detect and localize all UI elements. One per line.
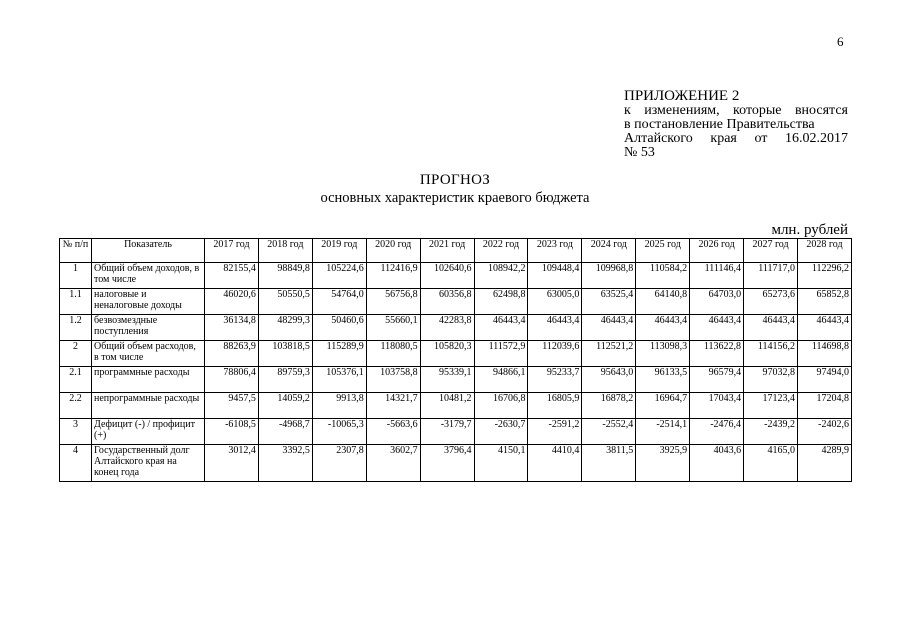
value-cell: 46443,4	[797, 315, 851, 341]
table-row	[60, 263, 852, 289]
value-cell: 97032,8	[744, 367, 798, 393]
value-cell: 16706,8	[474, 393, 528, 419]
row-number: 2.1	[60, 367, 92, 393]
value-cell: 109448,4	[528, 263, 582, 289]
indicator-name: налоговые и неналоговые доходы	[92, 289, 205, 315]
value-cell: -5663,6	[366, 419, 420, 445]
value-cell: 82155,4	[205, 263, 259, 289]
header-row	[60, 239, 852, 263]
header-year: 2023 год	[528, 239, 582, 263]
value-cell: 3796,4	[420, 445, 474, 482]
indicator-name: Дефицит (-) / профицит (+)	[92, 419, 205, 445]
value-cell: 112039,6	[528, 341, 582, 367]
header-year: 2020 год	[366, 239, 420, 263]
value-cell: 102640,6	[420, 263, 474, 289]
appendix-line-1: к изменениям, которые вносятся	[624, 103, 848, 118]
value-cell: 111717,0	[744, 263, 798, 289]
table-row	[60, 341, 852, 367]
value-cell: 4165,0	[744, 445, 798, 482]
value-cell: 111146,4	[690, 263, 744, 289]
value-cell: -2630,7	[474, 419, 528, 445]
value-cell: -2514,1	[636, 419, 690, 445]
value-cell: 108942,2	[474, 263, 528, 289]
value-cell: 64703,0	[690, 289, 744, 315]
value-cell: 63005,0	[528, 289, 582, 315]
table-row	[60, 419, 852, 445]
value-cell: 16964,7	[636, 393, 690, 419]
value-cell: 9457,5	[205, 393, 259, 419]
value-cell: 64140,8	[636, 289, 690, 315]
value-cell: 46443,4	[528, 315, 582, 341]
value-cell: 65852,8	[797, 289, 851, 315]
header-year: 2028 год	[797, 239, 851, 263]
value-cell: 3925,9	[636, 445, 690, 482]
value-cell: 115289,9	[312, 341, 366, 367]
value-cell: 46020,6	[205, 289, 259, 315]
header-year: 2025 год	[636, 239, 690, 263]
value-cell: 95643,0	[582, 367, 636, 393]
value-cell: 4289,9	[797, 445, 851, 482]
value-cell: 56756,8	[366, 289, 420, 315]
value-cell: 112521,2	[582, 341, 636, 367]
value-cell: 3811,5	[582, 445, 636, 482]
value-cell: 46443,4	[636, 315, 690, 341]
row-number: 4	[60, 445, 92, 482]
value-cell: 109968,8	[582, 263, 636, 289]
indicator-name: программные расходы	[92, 367, 205, 393]
value-cell: 3392,5	[258, 445, 312, 482]
value-cell: -2552,4	[582, 419, 636, 445]
value-cell: 17123,4	[744, 393, 798, 419]
value-cell: 105820,3	[420, 341, 474, 367]
header-indicator: Показатель	[92, 239, 205, 263]
value-cell: 55660,1	[366, 315, 420, 341]
value-cell: 118080,5	[366, 341, 420, 367]
header-year: 2021 год	[420, 239, 474, 263]
value-cell: 96579,4	[690, 367, 744, 393]
document-title: ПРОГНОЗ	[419, 172, 491, 188]
value-cell: 50550,5	[258, 289, 312, 315]
value-cell: 16878,2	[582, 393, 636, 419]
value-cell: 14059,2	[258, 393, 312, 419]
value-cell: 105376,1	[312, 367, 366, 393]
value-cell: 110584,2	[636, 263, 690, 289]
value-cell: 48299,3	[258, 315, 312, 341]
header-year: 2018 год	[258, 239, 312, 263]
value-cell: -2402,6	[797, 419, 851, 445]
appendix-line-2: в постановление Правительства	[624, 117, 815, 132]
value-cell: 3012,4	[205, 445, 259, 482]
value-cell: 36134,8	[205, 315, 259, 341]
table-row	[60, 367, 852, 393]
row-number: 1.1	[60, 289, 92, 315]
value-cell: 10481,2	[420, 393, 474, 419]
indicator-name: Общий объем доходов, в том числе	[92, 263, 205, 289]
value-cell: 98849,8	[258, 263, 312, 289]
value-cell: -2591,2	[528, 419, 582, 445]
value-cell: 50460,6	[312, 315, 366, 341]
value-cell: 65273,6	[744, 289, 798, 315]
document-subtitle: основных характеристик краевого бюджета	[320, 190, 590, 206]
table-row	[60, 445, 852, 482]
forecast-table	[59, 238, 852, 482]
appendix-title: ПРИЛОЖЕНИЕ 2	[624, 88, 740, 104]
value-cell: 111572,9	[474, 341, 528, 367]
indicator-name: Общий объем расходов, в том числе	[92, 341, 205, 367]
value-cell: 60356,8	[420, 289, 474, 315]
value-cell: 17043,4	[690, 393, 744, 419]
value-cell: 46443,4	[582, 315, 636, 341]
value-cell: 94866,1	[474, 367, 528, 393]
value-cell: -2439,2	[744, 419, 798, 445]
value-cell: 4043,6	[690, 445, 744, 482]
table-row	[60, 315, 852, 341]
table-row	[60, 393, 852, 419]
table-row	[60, 289, 852, 315]
value-cell: 16805,9	[528, 393, 582, 419]
appendix-block	[624, 89, 848, 160]
indicator-name: непрограммные расходы	[92, 393, 205, 419]
value-cell: 46443,4	[474, 315, 528, 341]
indicator-name: безвозмездные поступления	[92, 315, 205, 341]
row-number: 1.2	[60, 315, 92, 341]
value-cell: 9913,8	[312, 393, 366, 419]
value-cell: 3602,7	[366, 445, 420, 482]
row-number: 3	[60, 419, 92, 445]
value-cell: 78806,4	[205, 367, 259, 393]
row-number: 1	[60, 263, 92, 289]
value-cell: 112416,9	[366, 263, 420, 289]
value-cell: 46443,4	[690, 315, 744, 341]
header-year: 2017 год	[205, 239, 259, 263]
value-cell: 17204,8	[797, 393, 851, 419]
value-cell: 113098,3	[636, 341, 690, 367]
value-cell: 113622,8	[690, 341, 744, 367]
value-cell: 62498,8	[474, 289, 528, 315]
page-number: 6	[837, 34, 844, 49]
value-cell: -2476,4	[690, 419, 744, 445]
value-cell: 96133,5	[636, 367, 690, 393]
value-cell: 103818,5	[258, 341, 312, 367]
indicator-name: Государственный долг Алтайского края на конец года	[92, 445, 205, 482]
value-cell: 114156,2	[744, 341, 798, 367]
value-cell: -4968,7	[258, 419, 312, 445]
forecast-table-head	[60, 239, 852, 263]
value-cell: 95233,7	[528, 367, 582, 393]
row-number: 2	[60, 341, 92, 367]
value-cell: 2307,8	[312, 445, 366, 482]
value-cell: 88263,9	[205, 341, 259, 367]
forecast-table-body	[60, 263, 852, 482]
value-cell: 4150,1	[474, 445, 528, 482]
header-year: 2022 год	[474, 239, 528, 263]
value-cell: -10065,3	[312, 419, 366, 445]
value-cell: -3179,7	[420, 419, 474, 445]
value-cell: 114698,8	[797, 341, 851, 367]
value-cell: 89759,3	[258, 367, 312, 393]
header-row-number: № п/п	[60, 239, 92, 263]
value-cell: 14321,7	[366, 393, 420, 419]
row-number: 2.2	[60, 393, 92, 419]
value-cell: 105224,6	[312, 263, 366, 289]
value-cell: 46443,4	[744, 315, 798, 341]
header-year: 2027 год	[744, 239, 798, 263]
header-year: 2024 год	[582, 239, 636, 263]
value-cell: 95339,1	[420, 367, 474, 393]
value-cell: 54764,0	[312, 289, 366, 315]
value-cell: 97494,0	[797, 367, 851, 393]
header-year: 2019 год	[312, 239, 366, 263]
value-cell: 63525,4	[582, 289, 636, 315]
value-cell: 112296,2	[797, 263, 851, 289]
appendix-line-4: № 53	[624, 145, 655, 160]
units-label: млн. рублей	[771, 222, 848, 238]
appendix-line-3: Алтайского края от 16.02.2017	[624, 131, 848, 146]
value-cell: 103758,8	[366, 367, 420, 393]
value-cell: 4410,4	[528, 445, 582, 482]
value-cell: -6108,5	[205, 419, 259, 445]
value-cell: 42283,8	[420, 315, 474, 341]
header-year: 2026 год	[690, 239, 744, 263]
